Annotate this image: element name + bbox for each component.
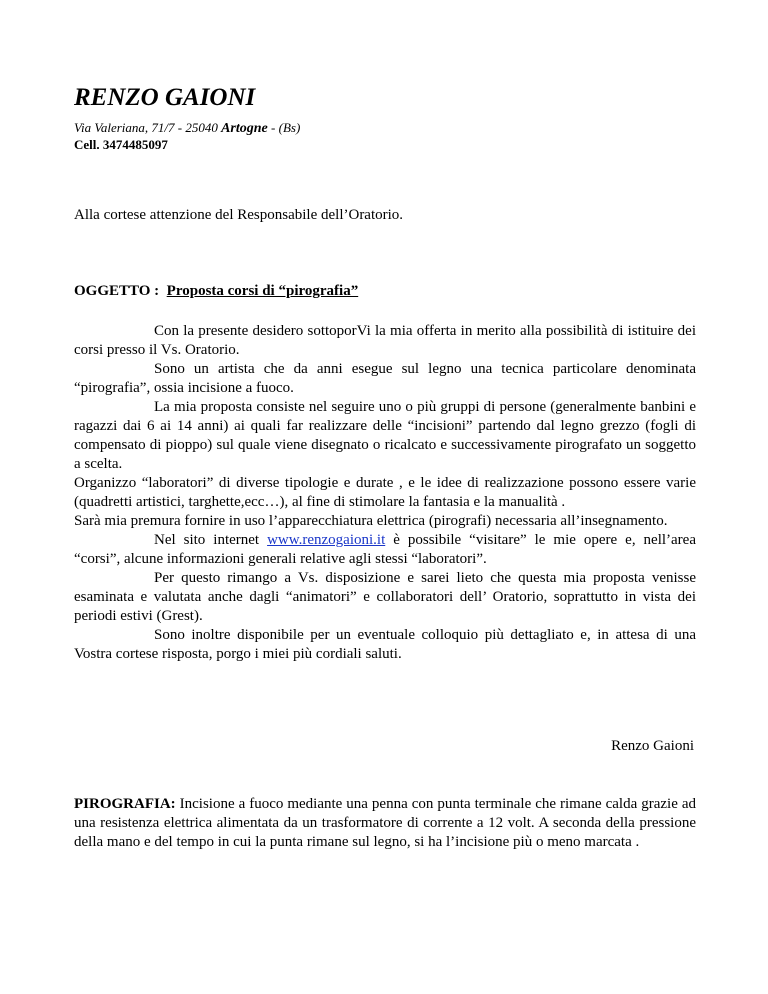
sender-phone: Cell. 3474485097 (74, 137, 168, 152)
definition-term: PIROGRAFIA: (74, 796, 176, 812)
website-intro-text: Nel sito internet (154, 532, 268, 548)
subject-text: Proposta corsi di “pirografia” (166, 283, 359, 299)
body-paragraph: Sono un artista che da anni esegue sul legno una tecnica particolare denominata “pirografia”, ossia incisione a fuoco. (74, 361, 696, 396)
body-paragraph: La mia proposta consiste nel seguire uno o più gruppi di persone (generalmente banbini e ragazzi dai 6 ai 14 anni) ai quali far realizzare delle “incisioni” partendo dal legno grezzo (fogli di compensato di pioppo) sul quale viene disegnato o ricalcato e successivamente pirografato un soggetto a scelta. (74, 399, 696, 472)
letter-body (74, 322, 696, 664)
website-link[interactable]: www.renzogaioni.it (267, 532, 386, 548)
body-paragraph: Per questo rimango a Vs. disposizione e sarei lieto che questa mia proposta venisse esaminata e valutata anche dagli “animatori” e collaboratori dell’ Oratorio, soprattutto in vista dei periodi estivi (Grest). (74, 570, 696, 624)
sender-address-province: - (Bs) (267, 120, 301, 135)
sender-address (74, 120, 300, 137)
body-paragraph: Sarà mia premura fornire in uso l’apparecchiatura elettrica (pirografi) necessaria all’insegnamento. (74, 513, 668, 529)
definition-paragraph (74, 795, 696, 852)
subject-label: OGGETTO : (74, 283, 167, 299)
sender-address-city: Artogne (221, 121, 268, 136)
body-paragraph: Organizzo “laboratori” di diverse tipologie e durate , e le idee di realizzazione possono essere varie (quadretti artistici, targhette,ecc…), al fine di stimolare la fantasia e la manualità . (74, 475, 696, 510)
signature: Renzo Gaioni (611, 738, 694, 754)
body-paragraph (74, 531, 696, 569)
definition-text: Incisione a fuoco mediante una penna con punta terminale che rimane calda grazie ad una resistenza elettrica alimentata da un trasformatore di corrente a 12 volt. A seconda della pressione della mano e del tempo in cui la punta rimane sul legno, si ha l’incisione più o meno marcata . (74, 796, 696, 850)
sender-address-street: Via Valeriana, 71/7 - 25040 (74, 120, 222, 135)
website-outro-text: è possibile “visitare” le mie opere e, nell’area “corsi”, alcune informazioni generali relative agli stessi “laboratori”. (74, 532, 696, 567)
body-paragraph: Con la presente desidero sottoporVi la mia offerta in merito alla possibilità di istituire dei corsi presso il Vs. Oratorio. (74, 323, 696, 358)
subject-line (74, 283, 358, 300)
sender-name: RENZO GAIONI (74, 84, 256, 111)
recipient-line: Alla cortese attenzione del Responsabile dell’Oratorio. (74, 207, 404, 223)
body-paragraph: Sono inoltre disponibile per un eventuale colloquio più dettagliato e, in attesa di una Vostra cortese risposta, porgo i miei più cordiali saluti. (74, 627, 696, 662)
